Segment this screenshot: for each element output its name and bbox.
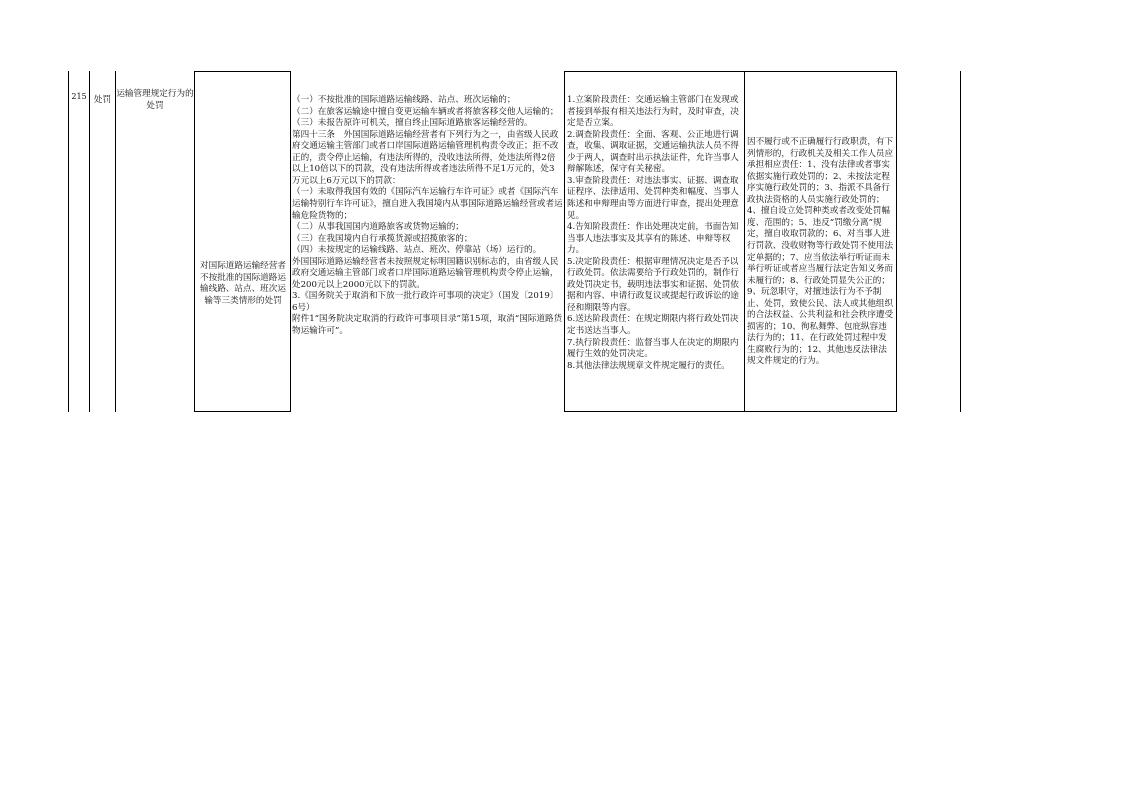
subitem-bottom-border <box>194 411 291 412</box>
sub-item-text: 对国际道路运输经营者不按批准的国际道路运输线路、站点、班次运输等三类情形的处罚 <box>200 261 286 306</box>
duties-bottom-border <box>564 411 745 412</box>
accountability-cell <box>747 114 895 372</box>
remarks-cell <box>898 72 959 410</box>
border-item-right <box>194 71 195 412</box>
item-name-text: 运输管理规定行为的处罚 <box>116 89 194 111</box>
border-duties-right <box>744 71 745 412</box>
item-name-cell <box>116 66 194 111</box>
accountability-top-border <box>744 71 897 72</box>
accountability-bottom-border <box>744 411 897 412</box>
border-accountability-right <box>896 71 897 412</box>
border-left <box>68 71 69 412</box>
border-subitem-right <box>290 71 291 412</box>
duties-text: 1.立案阶段责任：交通运输主管部门在发现或者接到举报有相关违法行为时，及时审查，决定是否立案。 2.调查阶段责任：全面、客观、公正地进行调查，收集、调取证据，交通运输执法人员不得少于两人，调查时出示执法证件，允许当事人辩解陈述，保守有关秘密。 3.审查阶段责任：对违法事实、证据、调查取证程序、法律适用、处罚种类和幅度、当事人陈述和申辩理由等方面进行审查，提出处理意见。 4.告知阶段责任：作出处理决定前，书面告知当事人违法事实及其享有的陈述、申辩等权力。 5.决定阶段责任：根据审理情况决定是否予以行政处罚。依法需要给予行政处罚的，制作行政处罚决定书，载明违法事实和证据、处罚依据和内容、申请行政复议或提起行政诉讼的途径和期限等内容。 6.送达阶段责任：在规定期限内将行政处罚决定书送达当事人。 7.执行阶段责任：监督当事人在决定的期限内履行生效的处罚决定。 8.其他法律法规规章文件规定履行的责任。 <box>567 95 739 371</box>
border-basis-right <box>564 71 565 412</box>
accountability-text: 因不履行或不正确履行行政职责，有下列情形的，行政机关及相关工作人员应承担相应责任：1、没有法律或者事实依据实施行政处罚的；2、未按法定程序实施行政处罚的；3、指派不具备行政执法资格的人员实施行政处罚的；4、擅自设立处罚种类或者改变处罚幅度、范围的；5、违反“罚缴分离”规定，擅自收取罚款的；6、对当事人进行罚款、没收财物等行政处罚不使用法定单据的；7、应当依法举行听证而未举行听证或者应当履行法定告知义务而未履行的；8、行政处罚显失公正的；9、玩忽职守，对擅违法行为不予制止、处罚，致使公民、法人或其他组织的合法权益、公共利益和社会秩序遭受损害的；10、徇私舞弊、包庇纵容违法行为的；11、在行政处罚过程中发生腐败行为的；12、其他违反法律法规文件规定的行为。 <box>747 137 894 367</box>
border-remarks-right <box>960 71 961 412</box>
category-text: 处罚 <box>93 95 112 106</box>
sub-item-cell <box>198 238 288 306</box>
subitem-top-border <box>194 71 291 72</box>
seq-number-text: 215 <box>71 92 87 102</box>
duties-cell <box>567 72 743 411</box>
legal-basis-text: （一）不按批准的国际道路运输线路、站点、班次运输的； （二）在旅客运输途中擅自变更运输车辆或者将旅客移交他人运输的； （三）未报告原许可机关，擅自终止国际道路旅客运输经营的。 第四十三条 外国国际道路运输经营者有下列行为之一，由省级人民政府交通运输主管部门或者口岸国际道路运输管理机构责令改正；拒不改正的，责令停止运输，有违法所得的，没收违法所得，处违法所得2倍以上10倍以下的罚款，没有违法所得或者违法所得不足1万元的，处3万元以上6万元以下的罚款： （一）未取得我国有效的《国际汽车运输行车许可证》或者《国际汽车运输特别行车许可证》，擅自进入我国境内从事国际道路运输经营或者运输危险货物的； （二）从事我国国内道路旅客或货物运输的； （三）在我国境内自行承揽货源或招揽旅客的； （四）未按规定的运输线路、站点、班次、停靠站（场）运行的。 外国国际道路运输经营者未按照规定标明国籍识别标志的，由省级人民政府交通运输主管部门或者口岸国际道路运输管理机构责令停止运输，处200元以上2000元以下的罚款。 3.《国务院关于取消和下放一批行政许可事项的决定》（国发〔2019〕6号） 附件1“国务院决定取消的行政许可事项目录”第15项，取消“国际道路货物运输许可”。 <box>292 95 563 337</box>
category-cell <box>90 72 115 106</box>
seq-number <box>70 71 88 102</box>
legal-basis-cell <box>292 72 563 410</box>
